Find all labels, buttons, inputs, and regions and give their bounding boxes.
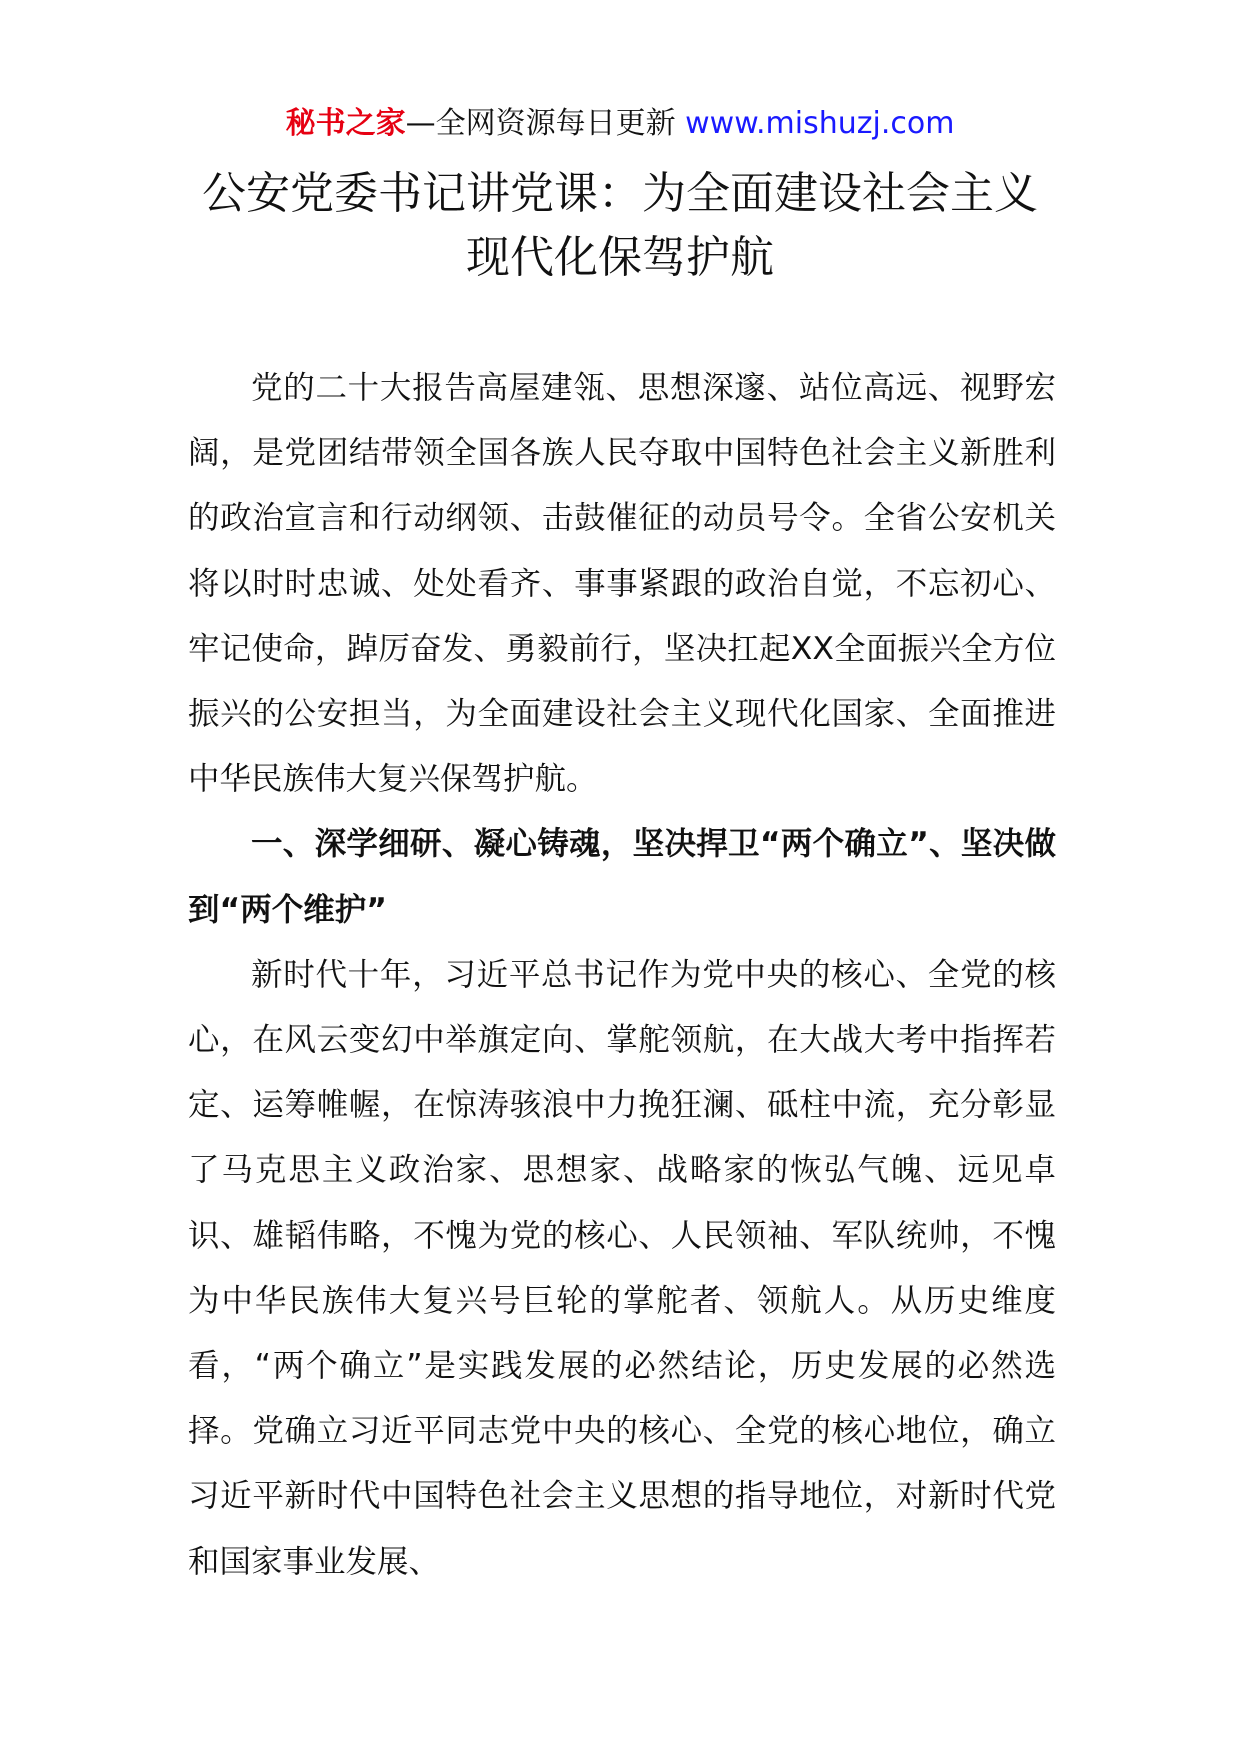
intro-paragraph: 党的二十大报告高屋建瓴、思想深邃、站位高远、视野宏阔，是党团结带领全国各族人民夺取中国特色社会主义新胜利的政治宣言和行动纲领、击鼓催征的动员号令。全省公安机关将以时时忠诚、处处看齐、事事紧跟的政治自觉，不忘初心、牢记使命，踔厉奋发、勇毅前行，坚决扛起XX全面振兴全方位振兴的公安担当，为全面建设社会主义现代化国家、全面推进中华民族伟大复兴保驾护航。: [188, 370, 1056, 798]
document-title: 公安党委书记讲党课：为全面建设社会主义现代化保驾护航: [202, 168, 1038, 283]
section-heading-1: 一、深学细研、凝心铸魂，坚决捍卫“两个确立”、坚决做到“两个维护”: [188, 826, 1056, 928]
site-url-link[interactable]: www.mishuzj.com: [685, 106, 955, 141]
body-paragraph: 新时代十年，习近平总书记作为党中央的核心、全党的核心，在风云变幻中举旗定向、掌舵领航，在大战大考中指挥若定、运筹帷幄，在惊涛骇浪中力挽狂澜、砥柱中流，充分彰显了马克思主义政治家、思想家、战略家的恢弘气魄、远见卓识、雄韬伟略，不愧为党的核心、人民领袖、军队统帅，不愧为中华民族伟大复兴号巨轮的掌舵者、领航人。从历史维度看，“两个确立”是实践发展的必然结论，历史发展的必然选择。党确立习近平同志党中央的核心、全党的核心地位，确立习近平新时代中国特色社会主义思想的指导地位，对新时代党和国家事业发展、: [188, 956, 1056, 1580]
site-banner: [0, 102, 1240, 146]
document-body: [188, 356, 1056, 1595]
banner-tagline: —全网资源每日更新: [405, 106, 686, 141]
brand-name: 秘书之家: [285, 106, 406, 141]
